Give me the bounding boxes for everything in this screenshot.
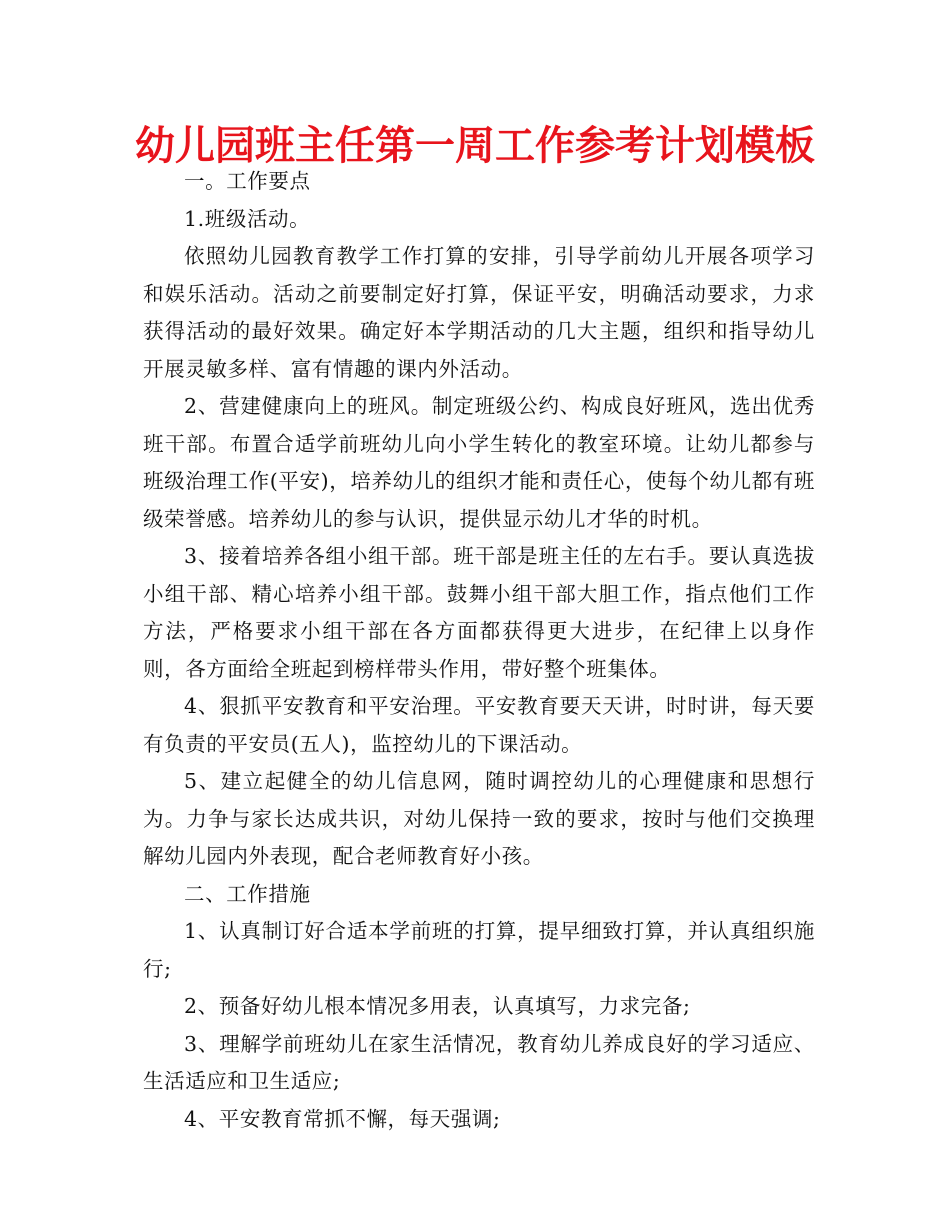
measure-item-3: 3、理解学前班幼儿在家生活情况，教育幼儿养成良好的学习适应、生活适应和卫生适应; — [143, 1031, 815, 1093]
paragraph-class-spirit: 2、营建健康向上的班风。制定班级公约、构成良好班风，选出优秀班干部。布置合适学前班幼儿向小学生转化的教室环境。让幼儿都参与班级治理工作(平安)，培养幼儿的组织才能和责任心，使每个幼儿都有班级荣誉感。培养幼儿的参与认识，提供显示幼儿才华的时机。 — [143, 394, 815, 531]
paragraph-information-network: 5、建立起健全的幼儿信息网，随时调控幼儿的心理健康和思想行为。力争与家长达成共识，对幼儿保持一致的要求，按时与他们交换理解幼儿园内外表现，配合老师教育好小孩。 — [143, 769, 815, 868]
measure-item-1: 1、认真制订好合适本学前班的打算，提早细致打算，并认真组织施行; — [143, 919, 815, 981]
section-heading-work-points: 一。工作要点 — [184, 169, 311, 193]
paragraph-group-leaders: 3、接着培养各组小组干部。班干部是班主任的左右手。要认真选拔小组干部、精心培养小组干部。鼓舞小组干部大胆工作，指点他们工作方法，严格要求小组干部在各方面都获得更大进步，在纪律上以身作则，各方面给全班起到榜样带头作用，带好整个班集体。 — [143, 544, 815, 681]
document-title: 幼儿园班主任第一周工作参考计划模板 — [135, 123, 815, 169]
subheading-class-activities: 1.班级活动。 — [184, 206, 311, 231]
paragraph-safety-education: 4、狠抓平安教育和平安治理。平安教育要天天讲，时时讲，每天要有负责的平安员(五人)，监控幼儿的下课活动。 — [143, 694, 815, 756]
measure-item-2: 2、预备好幼儿根本情况多用表，认真填写，力求完备; — [184, 994, 691, 1018]
measure-item-4: 4、平安教育常抓不懈，每天强调; — [184, 1106, 501, 1131]
document-body — [143, 163, 815, 1138]
section-heading-work-measures: 二、工作措施 — [184, 881, 311, 906]
paragraph-activities-plan: 依照幼儿园教育教学工作打算的安排，引导学前幼儿开展各项学习和娱乐活动。活动之前要制定好打算，保证平安，明确活动要求，力求获得活动的最好效果。确定好本学期活动的几大主题，组织和指导幼儿开展灵敏多样、富有情趣的课内外活动。 — [143, 244, 815, 381]
